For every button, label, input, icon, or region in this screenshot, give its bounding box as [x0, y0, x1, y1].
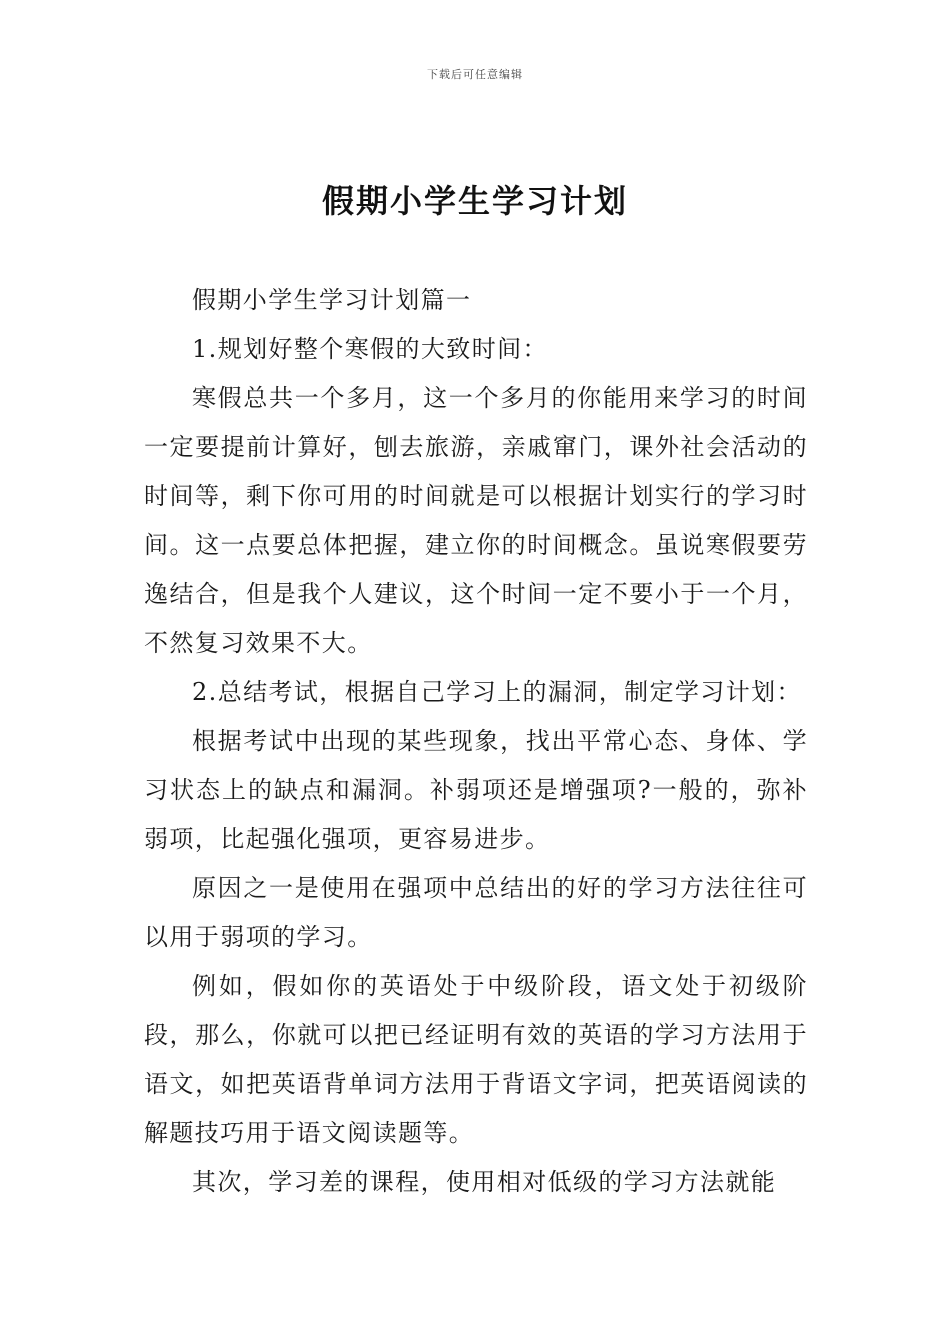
- paragraph-point-2: 2.总结考试，根据自己学习上的漏洞，制定学习计划：: [192, 678, 802, 706]
- paragraph-point-1: 1.规划好整个寒假的大致时间：: [192, 335, 548, 363]
- paragraph: 其次，学习差的课程，使用相对低级的学习方法就能: [192, 1168, 777, 1196]
- header-note: 下载后可任意编辑: [427, 68, 523, 81]
- document-body: [144, 276, 808, 1207]
- paragraph-section-heading: 假期小学生学习计划篇一: [192, 286, 472, 314]
- paragraph: 根据考试中出现的某些现象，找出平常心态、身体、学习状态上的缺点和漏洞。补弱项还是增强项?一般的，弥补弱项，比起强化强项，更容易进步。: [144, 727, 808, 853]
- paragraph: 寒假总共一个多月，这一个多月的你能用来学习的时间一定要提前计算好，刨去旅游，亲戚窜门，课外社会活动的时间等，剩下你可用的时间就是可以根据计划实行的学习时间。这一点要总体把握，建立你的时间概念。虽说寒假要劳逸结合，但是我个人建议，这个时间一定不要小于一个月，不然复习效果不大。: [144, 384, 808, 657]
- document-title: 假期小学生学习计划: [321, 182, 628, 220]
- paragraph: 原因之一是使用在强项中总结出的好的学习方法往往可以用于弱项的学习。: [144, 874, 808, 951]
- paragraph: 例如，假如你的英语处于中级阶段，语文处于初级阶段，那么，你就可以把已经证明有效的英语的学习方法用于语文，如把英语背单词方法用于背语文字词，把英语阅读的解题技巧用于语文阅读题等。: [144, 972, 808, 1147]
